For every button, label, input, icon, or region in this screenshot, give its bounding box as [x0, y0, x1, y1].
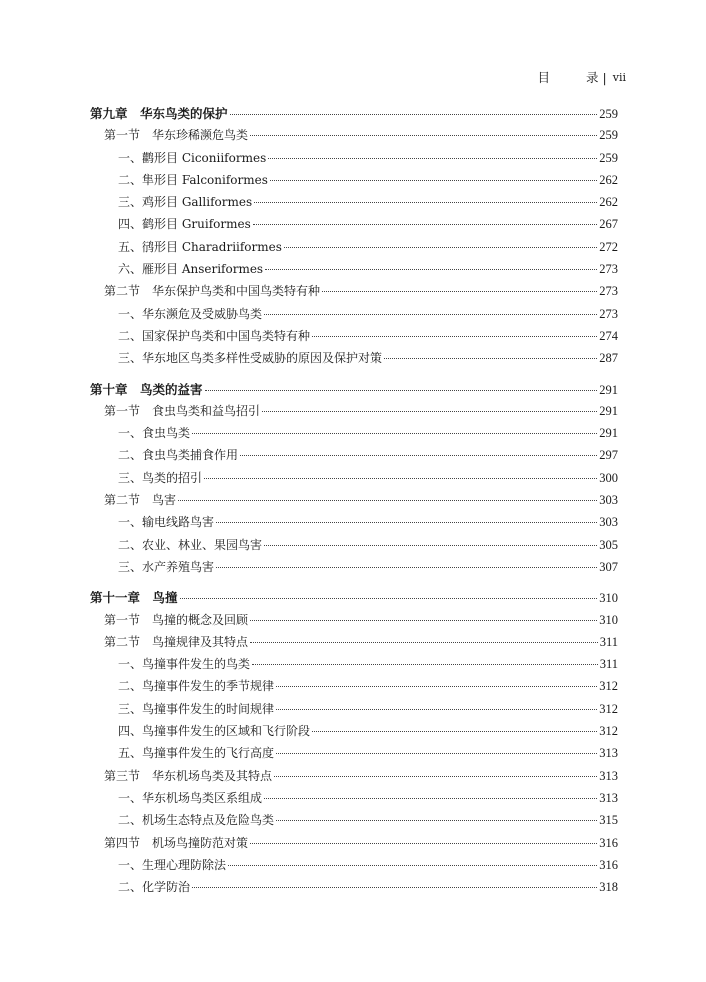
toc-entry-page: 305 — [599, 537, 618, 552]
dot-leader — [265, 269, 597, 270]
dot-leader — [276, 686, 597, 687]
dot-leader — [230, 114, 598, 115]
toc-entry-page: 303 — [599, 515, 618, 530]
dot-leader — [250, 843, 597, 844]
toc-section-entry[interactable] — [90, 611, 618, 633]
toc-item-entry[interactable] — [90, 260, 618, 282]
toc-entry-label: 一、输电线路鸟害 — [118, 515, 215, 530]
toc-entry-page: 291 — [599, 403, 618, 418]
toc-entry-page: 313 — [599, 746, 618, 761]
dot-leader — [250, 135, 597, 136]
toc-item-entry[interactable] — [90, 536, 618, 558]
toc-entry-page: 259 — [599, 150, 618, 165]
toc-chapter-entry[interactable] — [90, 588, 618, 610]
dot-leader — [192, 887, 597, 888]
toc-entry-label: 五、鸻形目 Charadriiformes — [118, 239, 282, 254]
toc-entry-label: 三、鸟类的招引 — [118, 470, 203, 485]
toc-section-entry[interactable] — [90, 282, 618, 304]
toc-entry-label: 一、华东濒危及受威胁鸟类 — [118, 306, 263, 321]
toc-item-entry[interactable] — [90, 722, 618, 744]
toc-entry-page: 259 — [599, 107, 618, 121]
toc-entry-page: 272 — [599, 239, 618, 254]
dot-leader — [204, 478, 597, 479]
dot-leader — [228, 865, 597, 866]
toc-item-entry[interactable] — [90, 558, 618, 580]
toc-item-entry[interactable] — [90, 238, 618, 260]
toc-item-entry[interactable] — [90, 327, 618, 349]
toc-entry-page: 312 — [599, 701, 618, 716]
toc-item-entry[interactable] — [90, 513, 618, 535]
toc-entry-page: 287 — [599, 351, 618, 366]
toc-entry-page: 315 — [599, 813, 618, 828]
toc-entry-page: 273 — [599, 284, 618, 299]
dot-leader — [322, 291, 597, 292]
toc-item-entry[interactable] — [90, 149, 618, 171]
chapter-gap — [90, 372, 618, 380]
toc-entry-page: 300 — [599, 470, 618, 485]
toc-entry-page: 291 — [599, 426, 618, 441]
toc-item-entry[interactable] — [90, 215, 618, 237]
toc-entry-label: 三、鸟撞事件发生的时间规律 — [118, 701, 275, 716]
toc-entry-page: 311 — [599, 634, 618, 649]
dot-leader — [254, 202, 597, 203]
dot-leader — [312, 731, 597, 732]
dot-leader — [252, 664, 598, 665]
toc-entry-label: 第一节 华东珍稀濒危鸟类 — [104, 128, 249, 143]
toc-entry-label: 四、鸟撞事件发生的区域和飞行阶段 — [118, 724, 311, 739]
toc-item-entry[interactable] — [90, 700, 618, 722]
toc-entry-page: 312 — [599, 679, 618, 694]
toc-entry-label: 二、机场生态特点及危险鸟类 — [118, 813, 275, 828]
toc-entry-page: 307 — [599, 559, 618, 574]
toc-entry-label: 第十一章 鸟撞 — [90, 590, 178, 606]
toc-entry-page: 310 — [599, 591, 618, 606]
dot-leader — [384, 358, 597, 359]
header-page-number: vii — [612, 70, 626, 84]
toc-item-entry[interactable] — [90, 193, 618, 215]
toc-entry-page: 312 — [599, 724, 618, 739]
toc-item-entry[interactable] — [90, 856, 618, 878]
toc-entry-page: 311 — [599, 657, 618, 672]
dot-leader — [178, 500, 597, 501]
dot-leader — [240, 455, 597, 456]
toc-entry-label: 二、鸟撞事件发生的季节规律 — [118, 679, 275, 694]
header-title-1: 目 — [537, 70, 550, 85]
toc-entry-label: 三、华东地区鸟类多样性受威胁的原因及保护对策 — [118, 351, 383, 366]
toc-entry-label: 第十章 鸟类的益害 — [90, 381, 203, 397]
dot-leader — [180, 598, 598, 599]
dot-leader — [192, 433, 597, 434]
toc-chapter-entry[interactable] — [90, 380, 618, 402]
toc-entry-page: 274 — [599, 328, 618, 343]
header-title-2: 录 — [586, 70, 599, 85]
dot-leader — [264, 798, 597, 799]
toc-entry-label: 三、鸡形目 Galliformes — [118, 195, 253, 210]
toc-entry-page: 303 — [599, 493, 618, 508]
dot-leader — [270, 180, 597, 181]
toc-item-entry[interactable] — [90, 744, 618, 766]
dot-leader — [284, 247, 597, 248]
toc-entry-page: 313 — [599, 790, 618, 805]
dot-leader — [216, 567, 597, 568]
dot-leader — [205, 390, 598, 391]
toc-entry-page: 313 — [599, 768, 618, 783]
toc-item-entry[interactable] — [90, 469, 618, 491]
toc-item-entry[interactable] — [90, 878, 618, 900]
toc-entry-label: 二、隼形目 Falconiformes — [118, 172, 268, 187]
toc-entry-label: 第九章 华东鸟类的保护 — [90, 106, 228, 121]
dot-leader — [276, 820, 597, 821]
toc-entry-page: 291 — [599, 382, 618, 397]
chapter-gap — [90, 580, 618, 588]
dot-leader — [253, 224, 598, 225]
toc-entry-label: 一、鸟撞事件发生的鸟类 — [118, 657, 251, 672]
dot-leader — [276, 709, 597, 710]
dot-leader — [264, 314, 597, 315]
dot-leader — [262, 411, 597, 412]
toc-chapter-entry[interactable] — [90, 104, 618, 126]
toc-entry-page: 262 — [599, 172, 618, 187]
toc-item-entry[interactable] — [90, 677, 618, 699]
toc-section-entry[interactable] — [90, 126, 618, 148]
toc-section-entry[interactable] — [90, 834, 618, 856]
toc-entry-label: 第二节 华东保护鸟类和中国鸟类特有种 — [104, 284, 321, 299]
toc-entry-label: 六、雁形目 Anseriformes — [118, 262, 264, 277]
toc-entry-label: 一、生理心理防除法 — [118, 857, 227, 872]
toc-entry-page: 318 — [599, 880, 618, 895]
dot-leader — [268, 158, 597, 159]
toc-entry-label: 三、水产养殖鸟害 — [118, 559, 215, 574]
toc-entry-label: 一、华东机场鸟类区系组成 — [118, 790, 263, 805]
toc-entry-label: 二、农业、林业、果园鸟害 — [118, 537, 263, 552]
toc-entry-page: 310 — [599, 612, 618, 627]
toc-entry-page: 262 — [599, 195, 618, 210]
dot-leader — [250, 620, 597, 621]
toc-item-entry[interactable] — [90, 305, 618, 327]
dot-leader — [250, 642, 598, 643]
dot-leader — [264, 545, 597, 546]
running-header — [537, 68, 626, 86]
toc-entry-page: 267 — [599, 217, 618, 232]
toc-entry-label: 第一节 食虫鸟类和益鸟招引 — [104, 403, 261, 418]
toc-entry-page: 273 — [599, 262, 618, 277]
toc-entry-label: 第二节 鸟撞规律及其特点 — [104, 634, 249, 649]
toc-entry-label: 二、化学防治 — [118, 880, 191, 895]
toc-section-entry[interactable] — [90, 402, 618, 424]
toc-section-entry[interactable] — [90, 491, 618, 513]
toc-entry-label: 第四节 机场鸟撞防范对策 — [104, 835, 249, 850]
toc-entry-page: 297 — [599, 448, 618, 463]
toc-item-entry[interactable] — [90, 171, 618, 193]
toc-entry-label: 二、国家保护鸟类和中国鸟类特有种 — [118, 328, 311, 343]
header-divider: | — [602, 69, 607, 85]
toc-section-entry[interactable] — [90, 767, 618, 789]
toc-entry-page: 316 — [599, 857, 618, 872]
toc-entry-label: 五、鸟撞事件发生的飞行高度 — [118, 746, 275, 761]
toc-entry-page: 259 — [599, 128, 618, 143]
toc-item-entry[interactable] — [90, 655, 618, 677]
toc-entry-label: 一、食虫鸟类 — [118, 426, 191, 441]
toc-item-entry[interactable] — [90, 424, 618, 446]
toc-entry-label: 第三节 华东机场鸟类及其特点 — [104, 768, 273, 783]
dot-leader — [216, 522, 597, 523]
toc-item-entry[interactable] — [90, 446, 618, 468]
toc-item-entry[interactable] — [90, 789, 618, 811]
toc-entry-label: 一、鹳形目 Ciconiiformes — [118, 150, 267, 165]
toc-item-entry[interactable] — [90, 811, 618, 833]
toc-entry-label: 第二节 鸟害 — [104, 493, 177, 508]
dot-leader — [312, 336, 597, 337]
table-of-contents — [90, 104, 618, 900]
toc-entry-label: 第一节 鸟撞的概念及回顾 — [104, 612, 249, 627]
toc-entry-label: 二、食虫鸟类捕食作用 — [118, 448, 239, 463]
toc-entry-label: 四、鹤形目 Gruiformes — [118, 217, 251, 232]
dot-leader — [276, 753, 597, 754]
toc-section-entry[interactable] — [90, 633, 618, 655]
toc-entry-page: 273 — [599, 306, 618, 321]
toc-item-entry[interactable] — [90, 349, 618, 371]
dot-leader — [274, 776, 597, 777]
toc-entry-page: 316 — [599, 835, 618, 850]
